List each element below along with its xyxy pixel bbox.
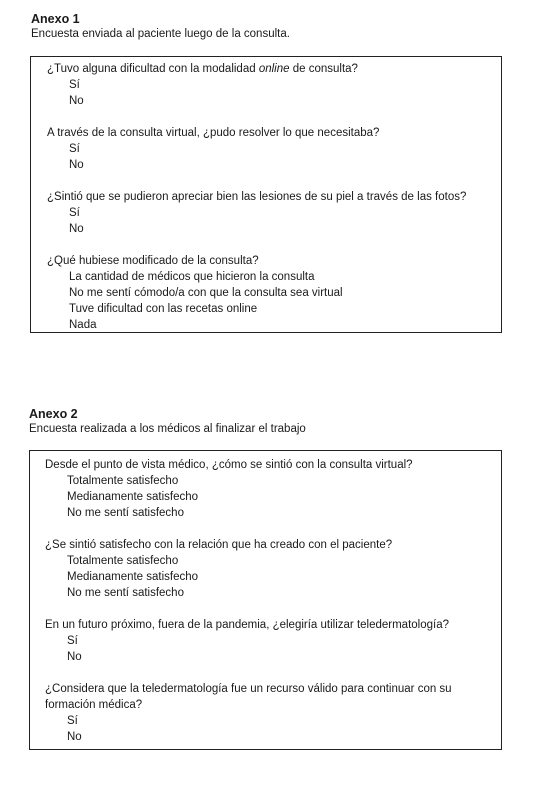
- survey-option: No: [69, 223, 84, 235]
- annex-2-subtitle: Encuesta realizada a los médicos al finalizar el trabajo: [29, 423, 306, 435]
- survey-option: Tuve dificultad con las recetas online: [69, 303, 258, 315]
- annex-2-title: Anexo 2: [29, 407, 78, 421]
- survey-question: [47, 61, 493, 77]
- survey-option: Sí: [69, 207, 80, 219]
- survey-option: La cantidad de médicos que hicieron la consulta: [69, 271, 315, 283]
- survey-option: No me sentí satisfecho: [67, 507, 184, 519]
- survey-option: Sí: [69, 143, 80, 155]
- survey-option: Medianamente satisfecho: [67, 571, 199, 583]
- survey-option: Totalmente satisfecho: [67, 475, 179, 487]
- survey-question-block: [45, 457, 493, 521]
- survey-question-block: [45, 537, 493, 601]
- survey-question: A través de la consulta virtual, ¿pudo resolver lo que necesitaba?: [47, 127, 380, 139]
- survey-option: No: [67, 731, 82, 743]
- survey-option: Medianamente satisfecho: [67, 491, 199, 503]
- survey-question-block: [45, 681, 493, 745]
- annex-1-title: Anexo 1: [31, 12, 80, 26]
- survey-question-block: [47, 125, 493, 173]
- survey-question: Desde el punto de vista médico, ¿cómo se sintió con la consulta virtual?: [45, 459, 413, 471]
- annex-2-header: [0, 407, 535, 436]
- survey-question: ¿Sintió que se pudieron apreciar bien las lesiones de su piel a través de las fotos?: [47, 191, 467, 203]
- survey-question: ¿Considera que la teledermatología fue un recurso válido para continuar con su formación médica?: [45, 683, 452, 711]
- survey-option: No me sentí cómodo/a con que la consulta sea virtual: [69, 287, 343, 299]
- annex-1-survey-box: [30, 56, 502, 333]
- survey-option: Sí: [69, 79, 80, 91]
- survey-option: Sí: [67, 715, 78, 727]
- survey-option: Nada: [69, 319, 97, 331]
- survey-question-block: [47, 61, 493, 109]
- survey-question-block: [47, 189, 493, 237]
- survey-question-block: [45, 617, 493, 665]
- survey-option: No: [69, 95, 84, 107]
- survey-option: Totalmente satisfecho: [67, 555, 179, 567]
- survey-question: En un futuro próximo, fuera de la pandemia, ¿elegiría utilizar teledermatología?: [45, 619, 450, 631]
- question-text-italic: online: [258, 63, 290, 75]
- question-text-part: de consulta?: [289, 63, 358, 75]
- annex-1-header: [0, 12, 535, 41]
- annex-2-survey-box: [29, 450, 502, 750]
- survey-option: No: [69, 159, 84, 171]
- survey-question-block: [47, 253, 493, 333]
- survey-option: Sí: [67, 635, 78, 647]
- annex-1-subtitle: Encuesta enviada al paciente luego de la consulta.: [31, 28, 290, 40]
- survey-question: ¿Se sintió satisfecho con la relación que ha creado con el paciente?: [45, 539, 393, 551]
- survey-option: No me sentí satisfecho: [67, 587, 184, 599]
- survey-question: ¿Qué hubiese modificado de la consulta?: [47, 255, 259, 267]
- survey-option: No: [67, 651, 82, 663]
- question-text-part: ¿Tuvo alguna dificultad con la modalidad: [47, 63, 259, 75]
